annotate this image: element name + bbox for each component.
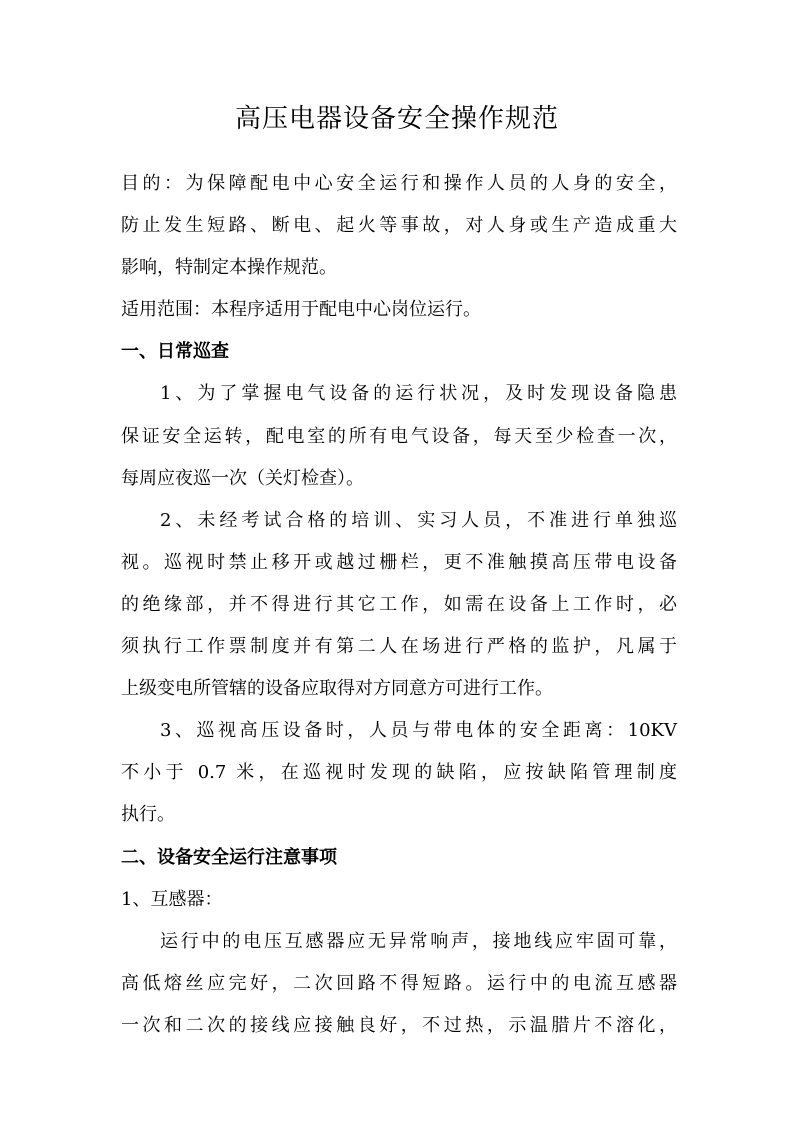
section-heading: 一、日常巡查 bbox=[121, 341, 229, 363]
paragraph-line: 1、为了掌握电气设备的运行状况，及时发现设备隐患 bbox=[160, 383, 677, 405]
paragraph-line: 目的：为保障配电中心安全运行和操作人员的人身的安全， bbox=[121, 173, 677, 194]
paragraph-line: 3、巡视高压设备时，人员与带电体的安全距离：10KV bbox=[160, 720, 677, 742]
paragraph-line: 保证安全运转，配电室的所有电气设备，每天至少检查一次， bbox=[121, 425, 677, 447]
paragraph-line: 的绝缘部，并不得进行其它工作，如需在设备上工作时，必 bbox=[121, 593, 677, 615]
paragraph-line: 不小于 0.7 米，在巡视时发现的缺陷，应按缺陷管理制度 bbox=[121, 762, 677, 784]
paragraph-line: 高低熔丝应完好，二次回路不得短路。运行中的电流互感器 bbox=[121, 972, 677, 994]
document-body bbox=[121, 163, 677, 1047]
paragraph-line: 运行中的电压互感器应无异常响声，接地线应牢固可靠， bbox=[160, 930, 677, 952]
section-heading: 二、设备安全运行注意事项 bbox=[121, 846, 337, 868]
paragraph-line: 须执行工作票制度并有第二人在场进行严格的监护，凡属于 bbox=[121, 636, 677, 658]
paragraph-line: 每周应夜巡一次（关灯检查）。 bbox=[121, 467, 364, 489]
paragraph-line: 上级变电所管辖的设备应取得对方同意方可进行工作。 bbox=[121, 678, 553, 700]
paragraph-line: 2、未经考试合格的培训、实习人员，不准进行单独巡 bbox=[160, 509, 677, 531]
paragraph-line: 适用范围：本程序适用于配电中心岗位运行。 bbox=[121, 299, 481, 321]
paragraph-line: 执行。 bbox=[121, 804, 175, 826]
paragraph-line: 一次和二次的接线应接触良好，不过热，示温腊片不溶化， bbox=[121, 1014, 677, 1036]
paragraph-line: 防止发生短路、断电、起火等事故，对人身或生产造成重大 bbox=[121, 215, 677, 237]
subsection-heading: 1、互感器： bbox=[121, 888, 223, 910]
paragraph-line: 视。巡视时禁止移开或越过栅栏，更不准触摸高压带电设备 bbox=[121, 551, 677, 573]
paragraph-line: 影响，特制定本操作规范。 bbox=[121, 257, 337, 279]
document-title: 高压电器设备安全操作规范 bbox=[234, 104, 559, 134]
